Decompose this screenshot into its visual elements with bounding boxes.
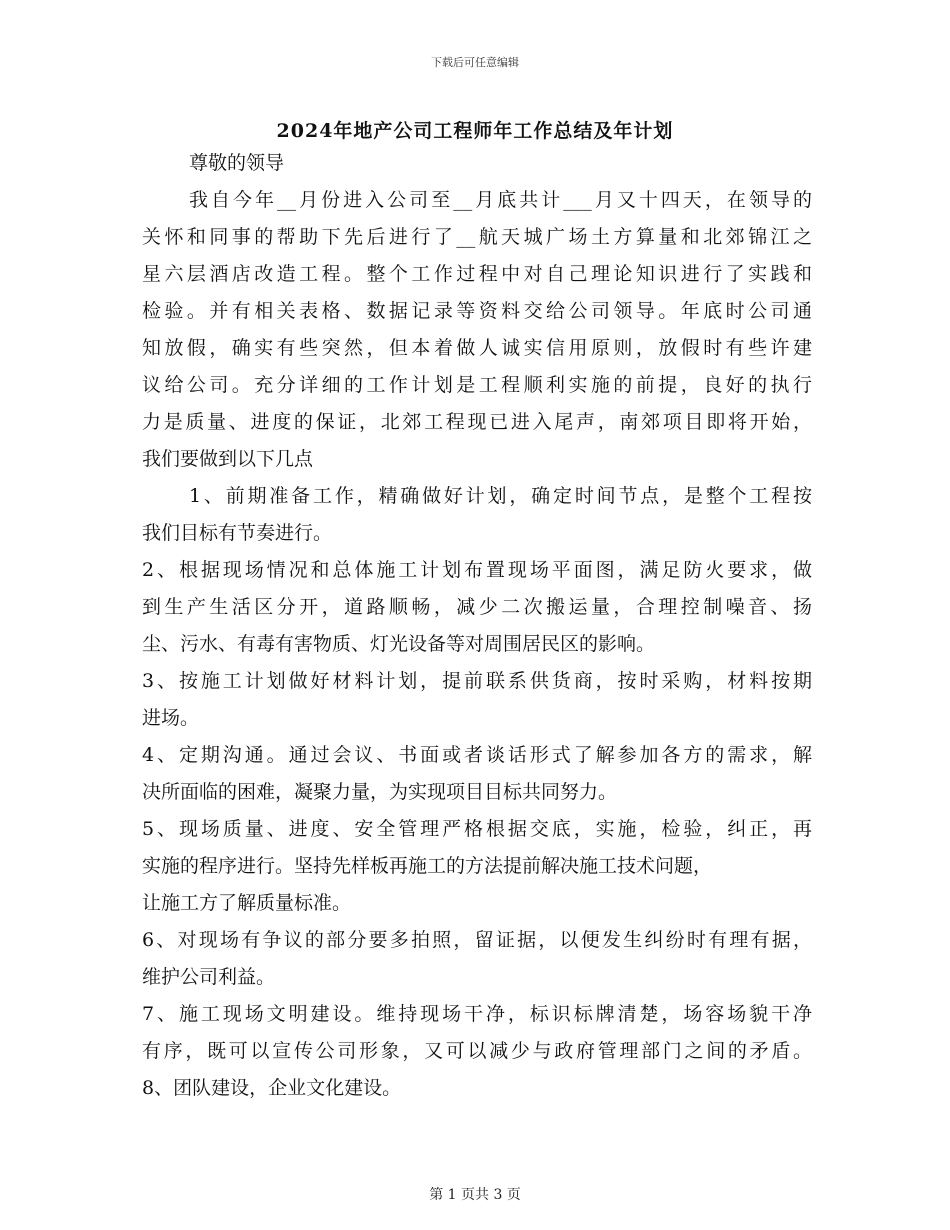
body-line: 我自今年__月份进入公司至__月底共计___月又十四天，在领导的	[189, 189, 812, 211]
list-item-2-cont: 到生产生活区分开，道路顺畅，减少二次搬运量，合理控制噪音、扬	[142, 596, 812, 618]
list-item-6-cont: 维护公司利益。	[142, 966, 276, 988]
list-item-5: 5、现场质量、进度、安全管理严格根据交底，实施，检验，纠正，再	[142, 818, 812, 840]
list-item-3: 3、按施工计划做好材料计划，提前联系供货商，按时采购，材料按期	[142, 670, 812, 692]
body-line: 我们要做到以下几点	[142, 448, 314, 470]
list-item-3-cont: 进场。	[142, 707, 200, 729]
document-title: 2024年地产公司工程师年工作总结及年计划	[276, 120, 674, 142]
body-line: 检验。并有相关表格、数据记录等资料交给公司领导。年底时公司通	[142, 300, 812, 322]
list-item-4-cont: 决所面临的困难，凝聚力量，为实现项目目标共同努力。	[142, 781, 618, 803]
list-item-5-cont: 实施的程序进行。坚持先样板再施工的方法提前解决施工技术问题，	[142, 855, 713, 877]
body-line: 星六层酒店改造工程。整个工作过程中对自己理论知识进行了实践和	[142, 263, 812, 285]
list-item-4: 4、定期沟通。通过会议、书面或者谈话形式了解参加各方的需求，解	[142, 744, 812, 766]
document-body	[142, 145, 812, 1107]
salutation: 尊敬的领导	[189, 152, 285, 174]
list-item-7-cont: 有序，既可以宣传公司形象，又可以减少与政府管理部门之间的矛盾。	[142, 1040, 812, 1062]
body-line: 关怀和同事的帮助下先后进行了__航天城广场土方算量和北郊锦江之	[142, 226, 812, 248]
list-item-7: 7、施工现场文明建设。维持现场干净，标识标牌清楚，场容场貌干净	[142, 1003, 812, 1025]
body-line: 议给公司。充分详细的工作计划是工程顺利实施的前提，良好的执行	[142, 374, 812, 396]
list-item-2: 2、根据现场情况和总体施工计划布置现场平面图，满足防火要求，做	[142, 559, 812, 581]
list-item-2-cont: 尘、污水、有毒有害物质、灯光设备等对周围居民区的影响。	[142, 633, 656, 655]
list-item-8: 8、团队建设，企业文化建设。	[142, 1077, 402, 1099]
list-item-1-cont: 我们目标有节奏进行。	[142, 522, 333, 544]
list-item-5-cont: 让施工方了解质量标准。	[142, 892, 352, 914]
list-item-1: 1、前期准备工作，精确做好计划，确定时间节点，是整个工程按	[189, 485, 812, 507]
list-item-6: 6、对现场有争议的部分要多拍照，留证据，以便发生纠纷时有理有据，	[142, 929, 812, 951]
page-footer: 第 1 页共 3 页	[429, 1187, 521, 1203]
body-line: 力是质量、进度的保证，北郊工程现已进入尾声，南郊项目即将开始，	[142, 411, 812, 433]
header-note: 下载后可任意编辑	[431, 56, 519, 69]
body-line: 知放假，确实有些突然，但本着做人诚实信用原则，放假时有些许建	[142, 337, 812, 359]
